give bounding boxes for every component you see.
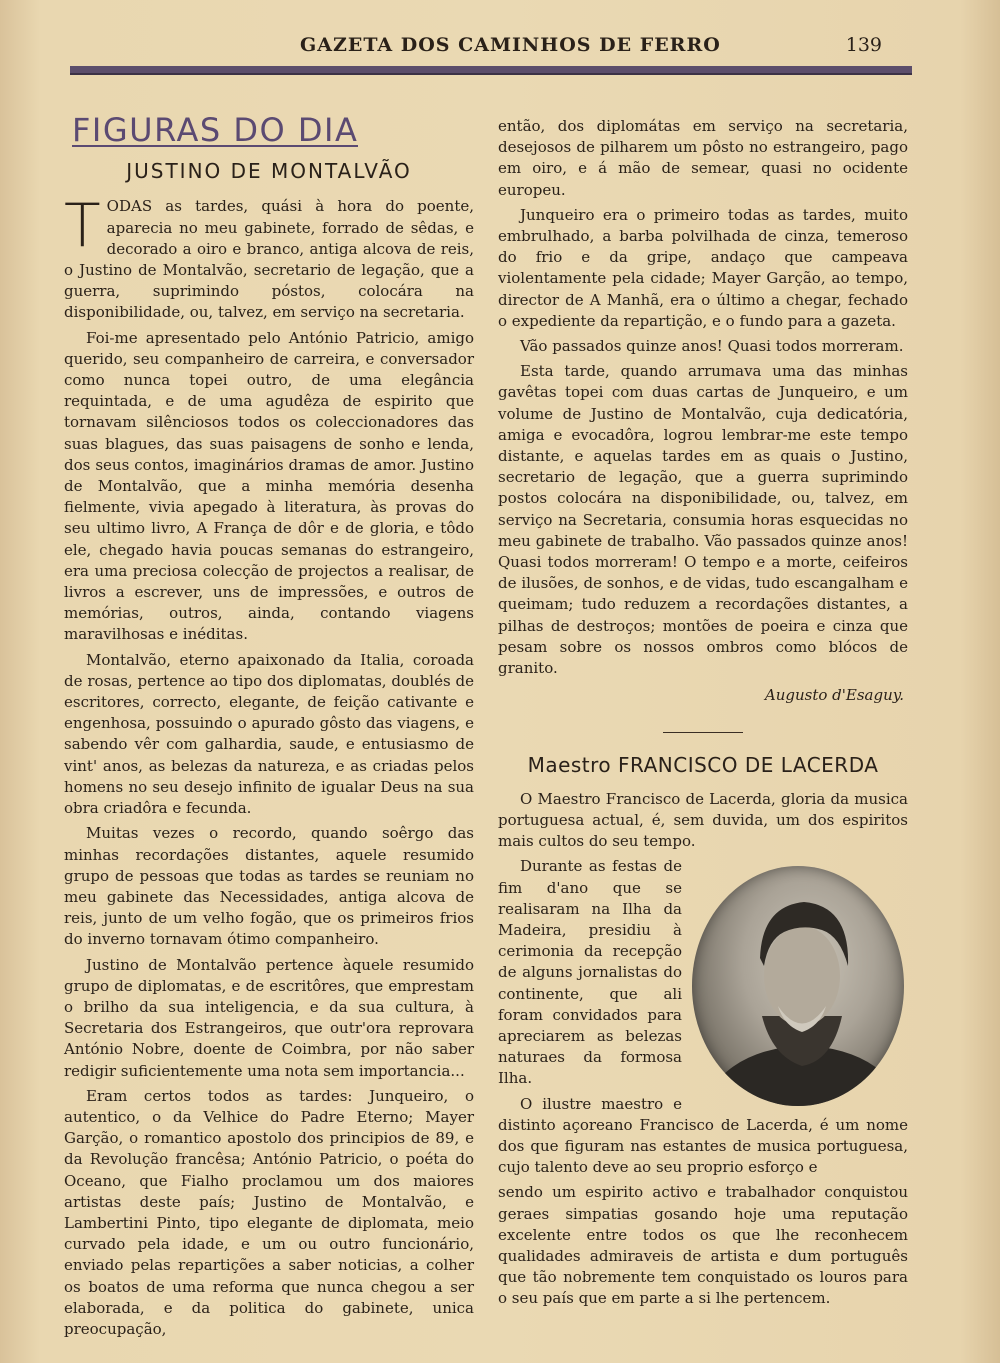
header-rule: [70, 66, 912, 75]
drop-cap: T: [64, 191, 101, 262]
article-paragraph: O Maestro Francisco de Lacerda, gloria da musica portuguesa actual, é, sem duvida, um dos espiritos mais cultos do seu tempo.: [498, 789, 908, 851]
section-title: FIGURAS DO DIA: [72, 111, 359, 149]
author-signature: Augusto d'Esaguy.: [764, 686, 904, 705]
article-paragraph: Montalvão, eterno apaixonado da Italia, coroada de rosas, pertence ao tipo dos diplomatas, doublés de escritores, correcto, elegante, de feição cativante e engenhosa, possuindo o apurado gôsto das viagens, e sabendo vêr com galhardia, saude, e entusiasmo de vint' anos, as belezas da natureza, e as criadas pelos homens no seu desejo infinito de igualar Deus na sua obra criadôra e fecunda.: [64, 650, 474, 818]
running-head: [70, 30, 912, 64]
article-paragraph: Justino de Montalvão pertence àquele resumido grupo de diplomatas, e de escritôres, que emprestam o brilho da sua inteligencia, e da sua cultura, à Secretaria dos Estrangeiros, que outr'ora reprovara António Nobre, doente de Coimbra, por não saber redigir suficientemente uma nota sem importancia...: [64, 955, 474, 1080]
article-paragraph: O ilustre maestro e distinto açoreano Francisco de Lacerda, é um nome dos que figuram nas estantes de musica portuguesa, cujo talento deve ao seu proprio esforço e: [498, 1094, 908, 1177]
portrait-frame: [690, 866, 908, 1106]
journal-title: GAZETA DOS CAMINHOS DE FERRO: [300, 34, 721, 56]
article-paragraph: Junqueiro era o primeiro todas as tardes, muito embrulhado, a barba polvilhada de cinza, temeroso do frio e da gripe, andaço que campeava violentamente pela cidade; Mayer Garção, ao tempo, director de A Manhã, era o último a chegar, fechado o expediente da repartição, e o fundo para a gazeta.: [498, 205, 908, 330]
page-number: 139: [845, 34, 882, 56]
article-paragraph: sendo um espirito activo e trabalhador conquistou geraes simpatias gosando hoje uma reputação excelente entre todos os que lhe reconhecem qualidades admiraveis de artista e dum português que tão nobremente tem conquistado os louros para o seu país que em parte a si lhe pertencem.: [498, 1183, 908, 1308]
article-paragraph: Durante as festas de fim d'ano que se realisaram na Ilha da Madeira, presidiu à cerimonia da recepção de alguns jornalistas do continente, que ali foram convidados para apreciarem as belezas naturaes da formosa Ilha.: [498, 857, 682, 1088]
article-paragraph: então, dos diplomátas em serviço na secretaria, desejosos de pilharem um pôsto no estrangeiro, pago em oiro, e á mão de semear, quasi no ocidente europeu.: [498, 117, 908, 199]
article-paragraph: Esta tarde, quando arrumava uma das minhas gavêtas topei com duas cartas de Junqueiro, e um volume de Justino de Montalvão, cuja dedicatória, amiga e evocadôra, logrou lembrar-me este tempo distante, e aquelas tardes em as quais o Justino, secretario de legação, que a guerra suprimindo postos colocára na disponibilidade, ou, talvez, em serviço na Secretaria, consumia horas esquecidas no meu gabinete de trabalho. Vão passados quinze anos! Quasi todos morreram! O tempo e a morte, ceifeiros de ilusões, de sonhos, e de vidas, tudo escangalham e queimam; tudo reduzem a recordações distantes, a pilhas de destroços; montões de poeira e cinza que pesam sobre os nossos ombros como blócos de granito.: [498, 362, 908, 678]
article-paragraph: Vão passados quinze anos! Quasi todos morreram.: [520, 337, 904, 356]
article2-title: Maestro FRANCISCO DE LACERDA: [527, 753, 879, 778]
article-title: JUSTINO DE MONTALVÃO: [126, 159, 412, 184]
article-paragraph: Eram certos todos as tardes: Junqueiro, o autentico, o da Velhice do Padre Eterno; Mayer Garção, o romantico apostolo dos principios de 89, e da Revolução francêsa; António Patricio, o poéta do Oceano, que Fialho proclamou um dos maiores artistas deste país; Justino de Montalvão, e Lambertini Pinto, tipo elegante de diplomata, meio curvado pela idade, e um ou outro funcionário, enviado pelas repartições a saber noticias, a colher os boatos de uma reforma que nunca chegou a ser elaborada, e da politica do gabinete, unica preocupação,: [64, 1086, 474, 1338]
article-paragraph: Muitas vezes o recordo, quando soêrgo das minhas recordações distantes, aquele resumido grupo de pessoas que todas as tardes se reuniam no meu gabinete das Necessidades, antiga alcova de reis, junto de um velho fogão, que os primeiros frios do inverno tornavam ótimo companheiro.: [64, 824, 474, 949]
article-paragraph: Foi-me apresentado pelo António Patricio, amigo querido, seu companheiro de carreira, e conversador como nunca topei outro, de uma elegância requintada, e de uma agudêza de espirito que tornavam silênciosos todos os coleccionadores das suas blagues, das suas paisagens de sonho e lenda, dos seus contos, imaginários dramas de amor. Justino de Montalvão, que a minha memória desenha fielmente, vivia apegado à literatura, às provas do seu ultimo livro, A França de dôr e de gloria, e tôdo ele, chegado havia poucas semanas do estrangeiro, era uma preciosa colecção de projectos a realisar, de livros a escrever, uns de impressões, e outros de memórias, outros, ainda, contando viagens maravilhosas e inéditas.: [64, 328, 474, 644]
article-paragraph: TODAS as tardes, quási à hora do poente, aparecia no meu gabinete, forrado de sêdas, e decorado a oiro e branco, antiga alcova de reis, o Justino de Montalvão, secretario de legação, que a guerra, suprimindo póstos, colocára na disponibilidade, ou, talvez, em serviço na secretaria.: [64, 191, 474, 322]
section-divider: [663, 732, 743, 733]
right-column: [498, 116, 908, 1314]
portrait-photo: [692, 866, 904, 1106]
left-column: [64, 112, 474, 1344]
portrait-illustration: [692, 866, 904, 1106]
